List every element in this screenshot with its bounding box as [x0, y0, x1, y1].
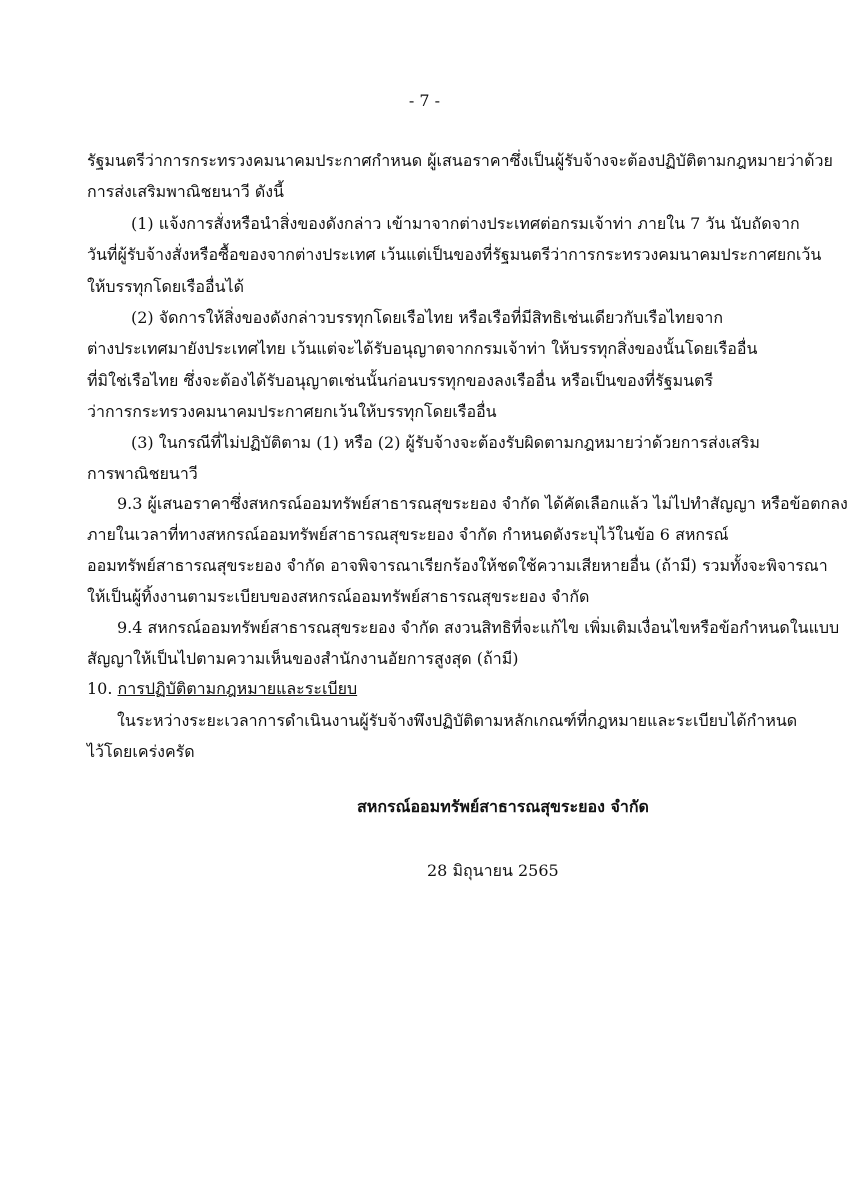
- signature-date: 28 มิถุนายน 2565: [427, 861, 559, 880]
- signature-organization: สหกรณ์ออมทรัพย์สาธารณสุขระยอง จำกัด: [357, 797, 649, 816]
- section-number: 10.: [87, 679, 113, 698]
- text-line: ให้เป็นผู้ทิ้งงานตามระเบียบของสหกรณ์ออมทรัพย์สาธารณสุขระยอง จำกัด: [87, 587, 590, 606]
- text-line: รัฐมนตรีว่าการกระทรวงคมนาคมประกาศกำหนด ผู้เสนอราคาซึ่งเป็นผู้รับจ้างจะต้องปฏิบัติตามกฎหมายว่าด้วย: [87, 151, 833, 170]
- text-line: (3) ในกรณีที่ไม่ปฏิบัติตาม (1) หรือ (2) ผู้รับจ้างจะต้องรับผิดตามกฎหมายว่าด้วยการส่งเสริม: [131, 433, 760, 452]
- text-line: ในระหว่างระยะเวลาการดำเนินงานผู้รับจ้างพึงปฏิบัติตามหลักเกณฑ์ที่กฎหมายและระเบียบได้กำหนด: [117, 711, 798, 730]
- text-line: 9.4 สหกรณ์ออมทรัพย์สาธารณสุขระยอง จำกัด สงวนสิทธิที่จะแก้ไข เพิ่มเติมเงื่อนไขหรือข้อกำหนดในแบบ: [117, 618, 840, 637]
- text-line: ต่างประเทศมายังประเทศไทย เว้นแต่จะได้รับอนุญาตจากกรมเจ้าท่า ให้บรรทุกสิ่งของนั้นโดยเรืออื่น: [87, 339, 758, 358]
- text-line: 9.3 ผู้เสนอราคาซึ่งสหกรณ์ออมทรัพย์สาธารณสุขระยอง จำกัด ได้คัดเลือกแล้ว ไม่ไปทำสัญญา หรือข้อตกลง: [117, 494, 848, 513]
- text-line: การพาณิชยนาวี: [87, 464, 198, 483]
- section-title: การปฏิบัติตามกฎหมายและระเบียบ: [117, 679, 358, 698]
- text-line: (2) จัดการให้สิ่งของดังกล่าวบรรทุกโดยเรือไทย หรือเรือที่มีสิทธิเช่นเดียวกับเรือไทยจาก: [131, 308, 724, 327]
- section-10-heading: [87, 678, 357, 700]
- text-line: ออมทรัพย์สาธารณสุขระยอง จำกัด อาจพิจารณาเรียกร้องให้ชดใช้ความเสียหายอื่น (ถ้ามี) รวมทั้งจะพิจารณา: [87, 556, 828, 575]
- text-line: ภายในเวลาที่ทางสหกรณ์ออมทรัพย์สาธารณสุขระยอง จำกัด กำหนดดังระบุไว้ในข้อ 6 สหกรณ์: [87, 525, 729, 544]
- text-line: วันที่ผู้รับจ้างสั่งหรือซื้อของจากต่างประเทศ เว้นแต่เป็นของที่รัฐมนตรีว่าการกระทรวงคมนาคมประกาศยกเว้น: [87, 245, 822, 264]
- text-line: สัญญาให้เป็นไปตามความเห็นของสำนักงานอัยการสูงสุด (ถ้ามี): [87, 649, 519, 668]
- text-line: ว่าการกระทรวงคมนาคมประกาศยกเว้นให้บรรทุกโดยเรืออื่น: [87, 402, 497, 421]
- text-line: (1) แจ้งการสั่งหรือนำสิ่งของดังกล่าว เข้ามาจากต่างประเทศต่อกรมเจ้าท่า ภายใน 7 วัน นับถัดจาก: [131, 214, 800, 233]
- text-line: ไว้โดยเคร่งครัด: [87, 742, 195, 761]
- text-line: ให้บรรทุกโดยเรืออื่นได้: [87, 277, 244, 296]
- text-line: ที่มิใช่เรือไทย ซึ่งจะต้องได้รับอนุญาตเช่นนั้นก่อนบรรทุกของลงเรืออื่น หรือเป็นของที่รัฐมนตรี: [87, 371, 714, 390]
- text-line: การส่งเสริมพาณิชยนาวี ดังนี้: [87, 182, 284, 201]
- page-number: - 7 -: [408, 91, 441, 110]
